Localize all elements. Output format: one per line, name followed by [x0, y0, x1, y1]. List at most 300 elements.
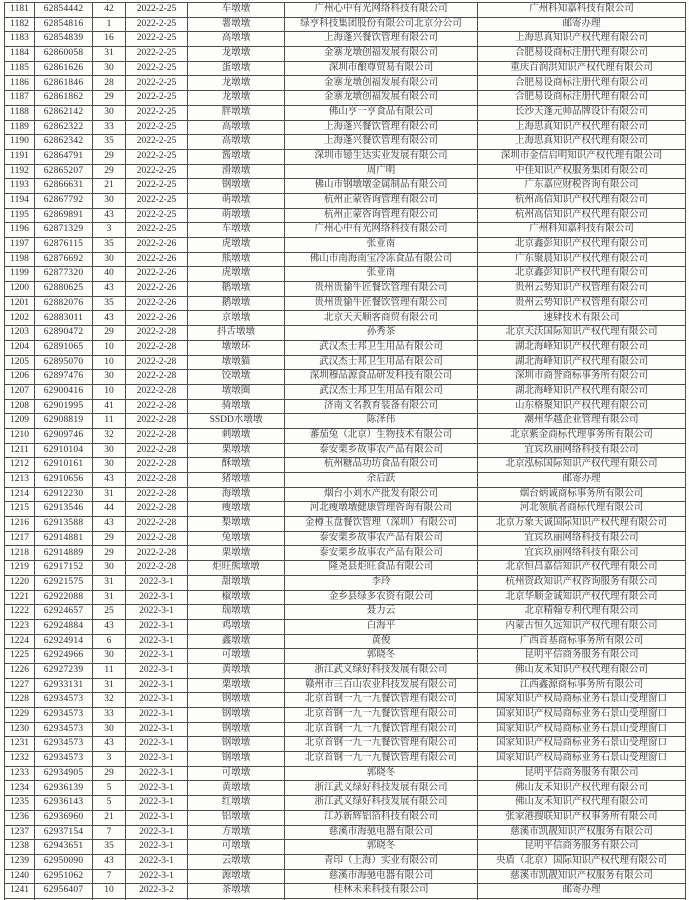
cell-class_no: 29 — [93, 164, 126, 179]
cell-agent: 贵州云势知识产权管理有限公司 — [478, 296, 686, 311]
cell-app_no: 62871329 — [35, 223, 93, 238]
cell-name: SSDD水墩墩 — [188, 414, 285, 429]
cell-applicant: 烟台小刘水产批发有限公司 — [285, 487, 478, 502]
table-row — [5, 634, 686, 649]
cell-applicant: 深圳市镱生达实业发展有限公司 — [285, 149, 478, 164]
cell-app_no: 62936960 — [35, 810, 93, 825]
cell-applicant: 河北瘦墩墩健康管理咨询有限公司 — [285, 502, 478, 517]
table-row — [5, 781, 686, 796]
cell-seq: 1184 — [5, 47, 35, 62]
cell-seq: 1206 — [5, 370, 35, 385]
cell-applicant: 慈溪市海驰电器有限公司 — [285, 825, 478, 840]
trademark-table-body — [5, 3, 686, 900]
cell-agent: 国家知识产权局商标业务石景山受理窗口 — [478, 693, 686, 708]
cell-name: 鹅墩墩 — [188, 296, 285, 311]
cell-agent: 广西首基商标事务所有限公司 — [478, 634, 686, 649]
cell-class_no: 10 — [93, 355, 126, 370]
cell-seq: 1189 — [5, 120, 35, 135]
cell-app_no: 62924966 — [35, 649, 93, 664]
cell-name: 兔墩墩 — [188, 531, 285, 546]
cell-app_no: 62910104 — [35, 443, 93, 458]
cell-app_no: 62869891 — [35, 208, 93, 223]
cell-date: 2022-3-2 — [126, 884, 188, 899]
cell-seq: 1223 — [5, 619, 35, 634]
cell-app_no: 62910656 — [35, 473, 93, 488]
table-row — [5, 17, 686, 32]
cell-app_no: 62934573 — [35, 737, 93, 752]
table-row — [5, 32, 686, 47]
cell-agent: 邮寄办理 — [478, 17, 686, 32]
table-row — [5, 869, 686, 884]
cell-app_no: 62924914 — [35, 634, 93, 649]
cell-applicant: 金樽玉盘餐饮管理（深圳）有限公司 — [285, 517, 478, 532]
table-row — [5, 311, 686, 326]
cell-app_no: 62891065 — [35, 340, 93, 355]
cell-agent: 杭州高信知识产权代理有限公司 — [478, 193, 686, 208]
cell-name: 萌墩墩 — [188, 208, 285, 223]
table-row — [5, 678, 686, 693]
cell-app_no: 62854442 — [35, 3, 93, 18]
cell-date: 2022-3-1 — [126, 693, 188, 708]
cell-name: 墩墩环 — [188, 340, 285, 355]
table-row — [5, 517, 686, 532]
cell-class_no: 16 — [93, 32, 126, 47]
cell-name: 熊墩墩 — [188, 252, 285, 267]
cell-date: 2022-3-1 — [126, 840, 188, 855]
cell-date: 2022-2-28 — [126, 502, 188, 517]
cell-applicant: 金乡县绿多农资有限公司 — [285, 590, 478, 605]
cell-class_no: 31 — [93, 47, 126, 62]
cell-class_no: 41 — [93, 399, 126, 414]
table-row — [5, 414, 686, 429]
cell-name: 京墩墩 — [188, 311, 285, 326]
cell-class_no: 10 — [93, 340, 126, 355]
table-row — [5, 722, 686, 737]
cell-class_no: 43 — [93, 517, 126, 532]
cell-agent: 贵州云势知识产权管理有限公司 — [478, 282, 686, 297]
cell-name: 栗墩墩 — [188, 546, 285, 561]
cell-name: 可墩墩 — [188, 649, 285, 664]
cell-applicant: 泰安栗乡故事农产品有限公司 — [285, 531, 478, 546]
cell-applicant: 北京天天顺客商贸有限公司 — [285, 311, 478, 326]
table-row — [5, 649, 686, 664]
cell-agent: 佛山友禾知识产权代理有限公司 — [478, 796, 686, 811]
cell-name: 钢墩墩 — [188, 693, 285, 708]
cell-date: 2022-3-1 — [126, 781, 188, 796]
cell-app_no: 62861862 — [35, 91, 93, 106]
cell-app_no: 62866631 — [35, 179, 93, 194]
cell-class_no: 21 — [93, 810, 126, 825]
cell-seq: 1199 — [5, 267, 35, 282]
cell-class_no: 33 — [93, 708, 126, 723]
cell-class_no: 11 — [93, 414, 126, 429]
cell-seq: 1239 — [5, 854, 35, 869]
cell-date: 2022-2-28 — [126, 517, 188, 532]
cell-applicant: 周广明 — [285, 164, 478, 179]
cell-applicant: 泰安栗乡故事农产品有限公司 — [285, 443, 478, 458]
cell-app_no: 62927239 — [35, 663, 93, 678]
table-row — [5, 605, 686, 620]
cell-date: 2022-3-1 — [126, 752, 188, 767]
cell-seq: 1209 — [5, 414, 35, 429]
table-row — [5, 840, 686, 855]
cell-app_no: 62924884 — [35, 619, 93, 634]
table-row — [5, 884, 686, 899]
cell-name: 钢墩墩 — [188, 708, 285, 723]
table-row — [5, 47, 686, 62]
cell-agent: 北京精翰专利代理有限公司 — [478, 605, 686, 620]
cell-name: 可墩墩 — [188, 840, 285, 855]
cell-seq: 1194 — [5, 193, 35, 208]
cell-class_no: 40 — [93, 267, 126, 282]
cell-applicant: 赣州市三百山农业科技发展有限公司 — [285, 678, 478, 693]
cell-class_no: 33 — [93, 120, 126, 135]
cell-agent: 国家知识产权局商标业务石景山受理窗口 — [478, 737, 686, 752]
cell-name: 龙墩墩 — [188, 76, 285, 91]
cell-date: 2022-2-28 — [126, 414, 188, 429]
cell-date: 2022-2-25 — [126, 149, 188, 164]
cell-date: 2022-2-25 — [126, 105, 188, 120]
cell-date: 2022-3-1 — [126, 619, 188, 634]
cell-applicant: 广州心中有光网络科技有限公司 — [285, 3, 478, 18]
cell-seq: 1203 — [5, 326, 35, 341]
table-row — [5, 443, 686, 458]
cell-date: 2022-2-28 — [126, 340, 188, 355]
table-row — [5, 193, 686, 208]
cell-app_no: 62882076 — [35, 296, 93, 311]
cell-applicant: 广州心中有光网络科技有限公司 — [285, 223, 478, 238]
cell-applicant: 张亚南 — [285, 267, 478, 282]
table-row — [5, 575, 686, 590]
table-row — [5, 326, 686, 341]
cell-agent: 重庆百润洪知识产权代理有限公司 — [478, 61, 686, 76]
table-row — [5, 487, 686, 502]
cell-seq: 1230 — [5, 722, 35, 737]
cell-class_no: 30 — [93, 370, 126, 385]
cell-date: 2022-2-25 — [126, 179, 188, 194]
cell-seq: 1200 — [5, 282, 35, 297]
cell-applicant: 郭晓冬 — [285, 649, 478, 664]
cell-app_no: 62950090 — [35, 854, 93, 869]
table-row — [5, 810, 686, 825]
cell-date: 2022-3-1 — [126, 649, 188, 664]
cell-app_no: 62880625 — [35, 282, 93, 297]
table-row — [5, 752, 686, 767]
cell-class_no: 21 — [93, 179, 126, 194]
cell-date: 2022-2-26 — [126, 252, 188, 267]
table-row — [5, 458, 686, 473]
cell-seq: 1241 — [5, 884, 35, 899]
cell-applicant: 隆尧县炬旺食品有限公司 — [285, 561, 478, 576]
cell-seq: 1186 — [5, 76, 35, 91]
cell-applicant: 余后跃 — [285, 473, 478, 488]
cell-agent: 中佳知识产权服务集团有限公司 — [478, 164, 686, 179]
cell-app_no: 62876115 — [35, 238, 93, 253]
cell-name: 红墩墩 — [188, 796, 285, 811]
cell-applicant: 北京首钢一九一九餐饮管理有限公司 — [285, 693, 478, 708]
cell-class_no: 30 — [93, 561, 126, 576]
table-row — [5, 267, 686, 282]
cell-name: 酥墩墩 — [188, 458, 285, 473]
cell-applicant: 慈溪市海驰电器有限公司 — [285, 869, 478, 884]
cell-date: 2022-3-1 — [126, 825, 188, 840]
cell-date: 2022-2-25 — [126, 76, 188, 91]
cell-date: 2022-2-28 — [126, 546, 188, 561]
cell-agent: 北京万象天诚国际知识产权代理有限公司 — [478, 517, 686, 532]
cell-name: 刺墩墩 — [188, 428, 285, 443]
cell-applicant: 深圳市酿尊贸易有限公司 — [285, 61, 478, 76]
cell-applicant: 武汉杰士邦卫生用品有限公司 — [285, 384, 478, 399]
cell-applicant: 深圳穆品源食品研发科技有限公司 — [285, 370, 478, 385]
cell-date: 2022-3-1 — [126, 634, 188, 649]
cell-agent: 长沙天蓬元帅品牌设计有限公司 — [478, 105, 686, 120]
cell-app_no: 62913546 — [35, 502, 93, 517]
cell-seq: 1205 — [5, 355, 35, 370]
cell-class_no: 30 — [93, 61, 126, 76]
cell-agent: 内蒙古恒久远知识产权代理有限公司 — [478, 619, 686, 634]
cell-class_no: 32 — [93, 693, 126, 708]
cell-class_no: 5 — [93, 796, 126, 811]
cell-agent: 河北领航者商标代理有限公司 — [478, 502, 686, 517]
cell-seq: 1191 — [5, 149, 35, 164]
cell-seq: 1228 — [5, 693, 35, 708]
cell-app_no: 62936139 — [35, 781, 93, 796]
cell-applicant: 贵州贵貐牛匠餐饮管理有限公司 — [285, 296, 478, 311]
cell-agent: 北京鑫彭知识产权代理有限公司 — [478, 238, 686, 253]
cell-seq: 1185 — [5, 61, 35, 76]
cell-date: 2022-3-1 — [126, 766, 188, 781]
cell-class_no: 3 — [93, 752, 126, 767]
cell-app_no: 62934573 — [35, 722, 93, 737]
cell-class_no: 43 — [93, 473, 126, 488]
cell-date: 2022-2-28 — [126, 458, 188, 473]
cell-class_no: 31 — [93, 487, 126, 502]
cell-seq: 1219 — [5, 561, 35, 576]
cell-app_no: 62864791 — [35, 149, 93, 164]
cell-name: 源墩墩 — [188, 869, 285, 884]
cell-class_no: 29 — [93, 326, 126, 341]
cell-name: 龙墩墩 — [188, 47, 285, 62]
cell-class_no: 31 — [93, 575, 126, 590]
cell-seq: 1198 — [5, 252, 35, 267]
cell-applicant: 浙江武义绿好科技发展有限公司 — [285, 663, 478, 678]
cell-name: 鑫墩墩 — [188, 634, 285, 649]
cell-name: 栗墩墩 — [188, 678, 285, 693]
cell-date: 2022-3-1 — [126, 810, 188, 825]
cell-date: 2022-2-26 — [126, 296, 188, 311]
cell-name: 蛋墩墩 — [188, 61, 285, 76]
cell-name: 栗墩墩 — [188, 443, 285, 458]
cell-app_no: 62862342 — [35, 135, 93, 150]
cell-date: 2022-3-1 — [126, 708, 188, 723]
cell-class_no: 35 — [93, 238, 126, 253]
cell-agent: 昆明平信商务服务有限公司 — [478, 649, 686, 664]
cell-seq: 1231 — [5, 737, 35, 752]
cell-seq: 1211 — [5, 443, 35, 458]
cell-name: 虎墩墩 — [188, 238, 285, 253]
cell-date: 2022-2-25 — [126, 208, 188, 223]
cell-name: 瑞墩墩 — [188, 605, 285, 620]
cell-name: 抖舌墩墩 — [188, 326, 285, 341]
cell-name: 高墩墩 — [188, 32, 285, 47]
cell-agent: 宜宾玖丽网络科技有限公司 — [478, 531, 686, 546]
cell-app_no: 62854839 — [35, 32, 93, 47]
cell-date: 2022-2-25 — [126, 61, 188, 76]
cell-date: 2022-3-1 — [126, 663, 188, 678]
cell-agent: 深圳市金信启明知识产权代理有限公司 — [478, 149, 686, 164]
cell-name: 萌墩墩 — [188, 193, 285, 208]
cell-app_no: 62909746 — [35, 428, 93, 443]
cell-name: 炬旺熊墩墩 — [188, 561, 285, 576]
cell-agent: 张家港搜联知识产权事务所有限公司 — [478, 810, 686, 825]
table-row — [5, 590, 686, 605]
cell-class_no: 29 — [93, 91, 126, 106]
cell-app_no: 62956407 — [35, 884, 93, 899]
cell-applicant: 北京首钢一九一九餐饮管理有限公司 — [285, 752, 478, 767]
cell-seq: 1217 — [5, 531, 35, 546]
cell-name: 梨墩墩 — [188, 517, 285, 532]
table-row — [5, 282, 686, 297]
cell-name: 滑墩墩 — [188, 164, 285, 179]
cell-seq: 1207 — [5, 384, 35, 399]
cell-agent: 国家知识产权局商标业务石景山受理窗口 — [478, 708, 686, 723]
cell-app_no: 62914889 — [35, 546, 93, 561]
cell-applicant: 蕃茄兔（北京）生物技术有限公司 — [285, 428, 478, 443]
cell-seq: 1224 — [5, 634, 35, 649]
cell-seq: 1190 — [5, 135, 35, 150]
cell-agent: 宜宾玖丽网络科技有限公司 — [478, 443, 686, 458]
cell-name: 高墩墩 — [188, 120, 285, 135]
cell-class_no: 35 — [93, 135, 126, 150]
cell-seq: 1187 — [5, 91, 35, 106]
cell-name: 钢墩墩 — [188, 179, 285, 194]
cell-class_no: 30 — [93, 105, 126, 120]
cell-date: 2022-2-28 — [126, 531, 188, 546]
cell-app_no: 62900416 — [35, 384, 93, 399]
cell-seq: 1220 — [5, 575, 35, 590]
cell-class_no: 35 — [93, 296, 126, 311]
cell-app_no: 62914881 — [35, 531, 93, 546]
cell-date: 2022-2-25 — [126, 135, 188, 150]
table-row — [5, 355, 686, 370]
cell-seq: 1202 — [5, 311, 35, 326]
cell-name: 饺墩墩 — [188, 370, 285, 385]
cell-class_no: 1 — [93, 17, 126, 32]
cell-class_no: 44 — [93, 502, 126, 517]
cell-class_no: 7 — [93, 825, 126, 840]
table-row — [5, 252, 686, 267]
table-row — [5, 399, 686, 414]
cell-applicant: 上海蓬兴餐饮管理有限公司 — [285, 32, 478, 47]
table-row — [5, 384, 686, 399]
cell-class_no: 5 — [93, 781, 126, 796]
cell-applicant: 上海蓬兴餐饮管理有限公司 — [285, 135, 478, 150]
cell-class_no: 10 — [93, 384, 126, 399]
table-row — [5, 3, 686, 18]
cell-applicant: 青印（上海）实业有限公司 — [285, 854, 478, 869]
cell-applicant: 佛山市钢墩墩金属制品有限公司 — [285, 179, 478, 194]
cell-agent: 湖北海峰知识产权代理有限公司 — [478, 355, 686, 370]
cell-name: 瘦墩墩 — [188, 502, 285, 517]
cell-applicant: 北京首钢一九一九餐饮管理有限公司 — [285, 737, 478, 752]
cell-agent: 昆明平信商务服务有限公司 — [478, 766, 686, 781]
cell-seq: 1182 — [5, 17, 35, 32]
cell-app_no: 62862142 — [35, 105, 93, 120]
cell-agent: 邮寄办理 — [478, 884, 686, 899]
cell-class_no: 30 — [93, 722, 126, 737]
cell-applicant: 杭州正蒙咨询管理有限公司 — [285, 208, 478, 223]
cell-class_no: 35 — [93, 840, 126, 855]
cell-app_no: 62865207 — [35, 164, 93, 179]
cell-applicant: 郭晓冬 — [285, 840, 478, 855]
cell-name: 云墩墩 — [188, 854, 285, 869]
cell-name: 钢墩墩 — [188, 722, 285, 737]
cell-date: 2022-2-28 — [126, 443, 188, 458]
cell-agent: 山东格聚知识产权代理有限公司 — [478, 399, 686, 414]
cell-applicant: 桂林未来科技有限公司 — [285, 884, 478, 899]
cell-date: 2022-2-26 — [126, 311, 188, 326]
cell-name: 椒墩墩 — [188, 590, 285, 605]
cell-app_no: 62924657 — [35, 605, 93, 620]
cell-applicant: 郭晓冬 — [285, 766, 478, 781]
cell-applicant: 济南文名教育装备有限公司 — [285, 399, 478, 414]
cell-applicant: 贵州贵貐牛匠餐饮管理有限公司 — [285, 282, 478, 297]
table-row — [5, 428, 686, 443]
cell-date: 2022-2-26 — [126, 267, 188, 282]
cell-app_no: 62861846 — [35, 76, 93, 91]
cell-applicant: 杭州正蒙咨询管理有限公司 — [285, 193, 478, 208]
cell-seq: 1208 — [5, 399, 35, 414]
cell-seq: 1227 — [5, 678, 35, 693]
cell-class_no: 30 — [93, 649, 126, 664]
cell-agent: 广东嘉应财税咨询有限公司 — [478, 179, 686, 194]
cell-app_no: 62860058 — [35, 47, 93, 62]
cell-applicant: 张亚南 — [285, 238, 478, 253]
cell-agent: 国家知识产权局商标业务石景山受理窗口 — [478, 722, 686, 737]
cell-seq: 1222 — [5, 605, 35, 620]
cell-agent: 北京泓标国际知识产权代理有限公司 — [478, 458, 686, 473]
cell-seq: 1221 — [5, 590, 35, 605]
cell-date: 2022-2-28 — [126, 355, 188, 370]
table-row — [5, 708, 686, 723]
cell-seq: 1195 — [5, 208, 35, 223]
cell-agent: 湖北海峰知识产权代理有限公司 — [478, 340, 686, 355]
cell-seq: 1229 — [5, 708, 35, 723]
cell-applicant: 陈泽伟 — [285, 414, 478, 429]
cell-class_no: 6 — [93, 634, 126, 649]
table-row — [5, 796, 686, 811]
cell-agent: 佛山友禾知识产权代理有限公司 — [478, 663, 686, 678]
cell-applicant: 浙江武义绿好科技发展有限公司 — [285, 796, 478, 811]
cell-class_no: 43 — [93, 282, 126, 297]
cell-seq: 1214 — [5, 487, 35, 502]
cell-app_no: 62951062 — [35, 869, 93, 884]
cell-class_no: 32 — [93, 428, 126, 443]
cell-class_no: 43 — [93, 619, 126, 634]
cell-seq: 1183 — [5, 32, 35, 47]
cell-name: 鸡墩墩 — [188, 619, 285, 634]
cell-date: 2022-3-1 — [126, 796, 188, 811]
cell-seq: 1236 — [5, 810, 35, 825]
cell-date: 2022-2-26 — [126, 238, 188, 253]
cell-applicant: 金寨龙墩创福发展有限公司 — [285, 76, 478, 91]
cell-date: 2022-2-28 — [126, 326, 188, 341]
cell-seq: 1192 — [5, 164, 35, 179]
cell-name: 墩墩猫 — [188, 355, 285, 370]
cell-app_no: 62937154 — [35, 825, 93, 840]
cell-class_no: 30 — [93, 443, 126, 458]
table-row — [5, 76, 686, 91]
